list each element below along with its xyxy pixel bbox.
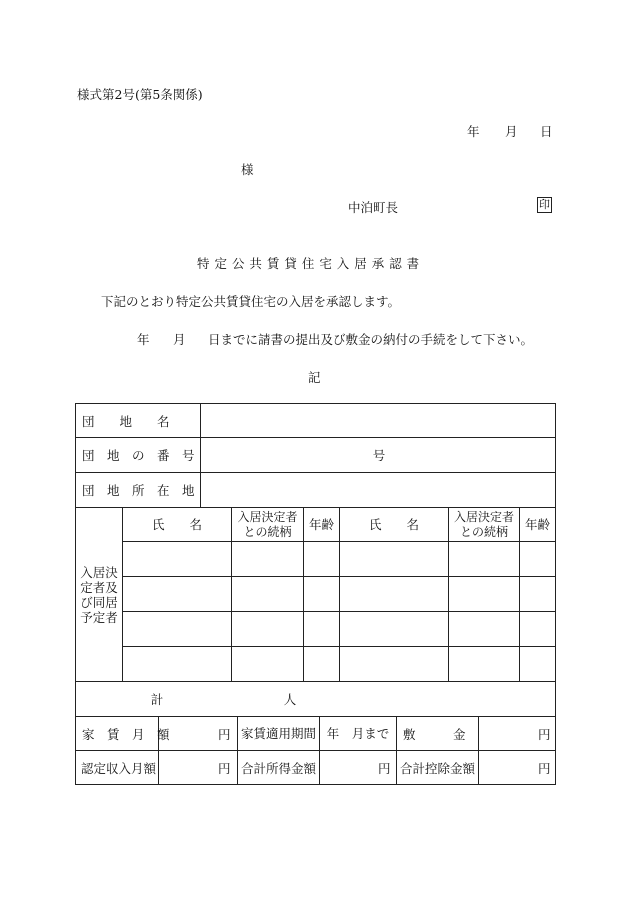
residents-label-line-2: 定者及	[80, 579, 118, 595]
rent-period-label: 家賃適用期間	[240, 726, 316, 741]
addressee-suffix: 様	[241, 162, 254, 177]
residents-label	[76, 508, 122, 681]
residents-label-line-1: 入居決	[80, 564, 118, 580]
rent-yen: 円	[218, 726, 231, 742]
col-age-left: 年齢	[308, 517, 334, 532]
estate-number-label: 団 地 の 番 号	[82, 448, 195, 463]
body-line-2-month: 月	[173, 332, 186, 347]
col-age-right: 年齢	[524, 517, 550, 532]
body-line-2-year: 年	[137, 332, 150, 347]
col-name-left: 氏 名	[151, 517, 202, 532]
total-label: 計	[150, 691, 164, 707]
residents-label-line-4: 予定者	[80, 609, 118, 625]
date-day: 日	[540, 124, 553, 139]
document-title: 特 定 公 共 賃 貸 住 宅 入 居 承 認 書	[197, 256, 420, 271]
deduction-label: 合計控除金額	[399, 760, 475, 776]
issuer: 中泊町長	[348, 200, 399, 215]
col-name-right: 氏 名	[368, 517, 419, 532]
body-line-1: 下記のとおり特定公共賃貸住宅の入居を承認します。	[101, 294, 401, 309]
total-income-yen: 円	[378, 761, 391, 776]
col-relation-right-line-2: との続柄	[459, 524, 508, 539]
income-yen: 円	[218, 761, 231, 776]
estate-number-suffix: 号	[372, 447, 386, 463]
ki-label: 記	[308, 370, 321, 385]
body-line-2-rest: 日までに請書の提出及び敷金の納付の手続をして下さい。	[208, 332, 534, 347]
col-relation-right	[449, 508, 519, 541]
col-relation-left-line-2: との続柄	[243, 524, 292, 539]
estate-name-label: 団 地 名	[82, 413, 170, 429]
rent-period-value: 年 月まで	[326, 726, 390, 741]
seal-mark: 印	[539, 198, 550, 211]
deposit-label: 敷 金	[403, 726, 466, 742]
total-unit: 人	[283, 691, 297, 707]
residents-label-line-3: び同居	[80, 594, 118, 610]
income-label: 認定収入月額	[81, 761, 157, 776]
col-relation-left-line-1: 入居決定者	[237, 510, 298, 525]
col-relation-left	[232, 508, 303, 541]
col-relation-right-line-1: 入居決定者	[453, 510, 514, 525]
date-year: 年	[467, 124, 480, 139]
estate-address-label: 団 地 所 在 地	[82, 483, 195, 498]
rent-label: 家 賃 月 額	[82, 726, 170, 742]
date-month: 月	[505, 124, 518, 139]
deposit-yen: 円	[538, 726, 551, 742]
total-income-label: 合計所得金額	[240, 760, 316, 776]
form-number: 様式第2号(第5条関係)	[77, 87, 203, 102]
deduction-yen: 円	[538, 761, 551, 776]
